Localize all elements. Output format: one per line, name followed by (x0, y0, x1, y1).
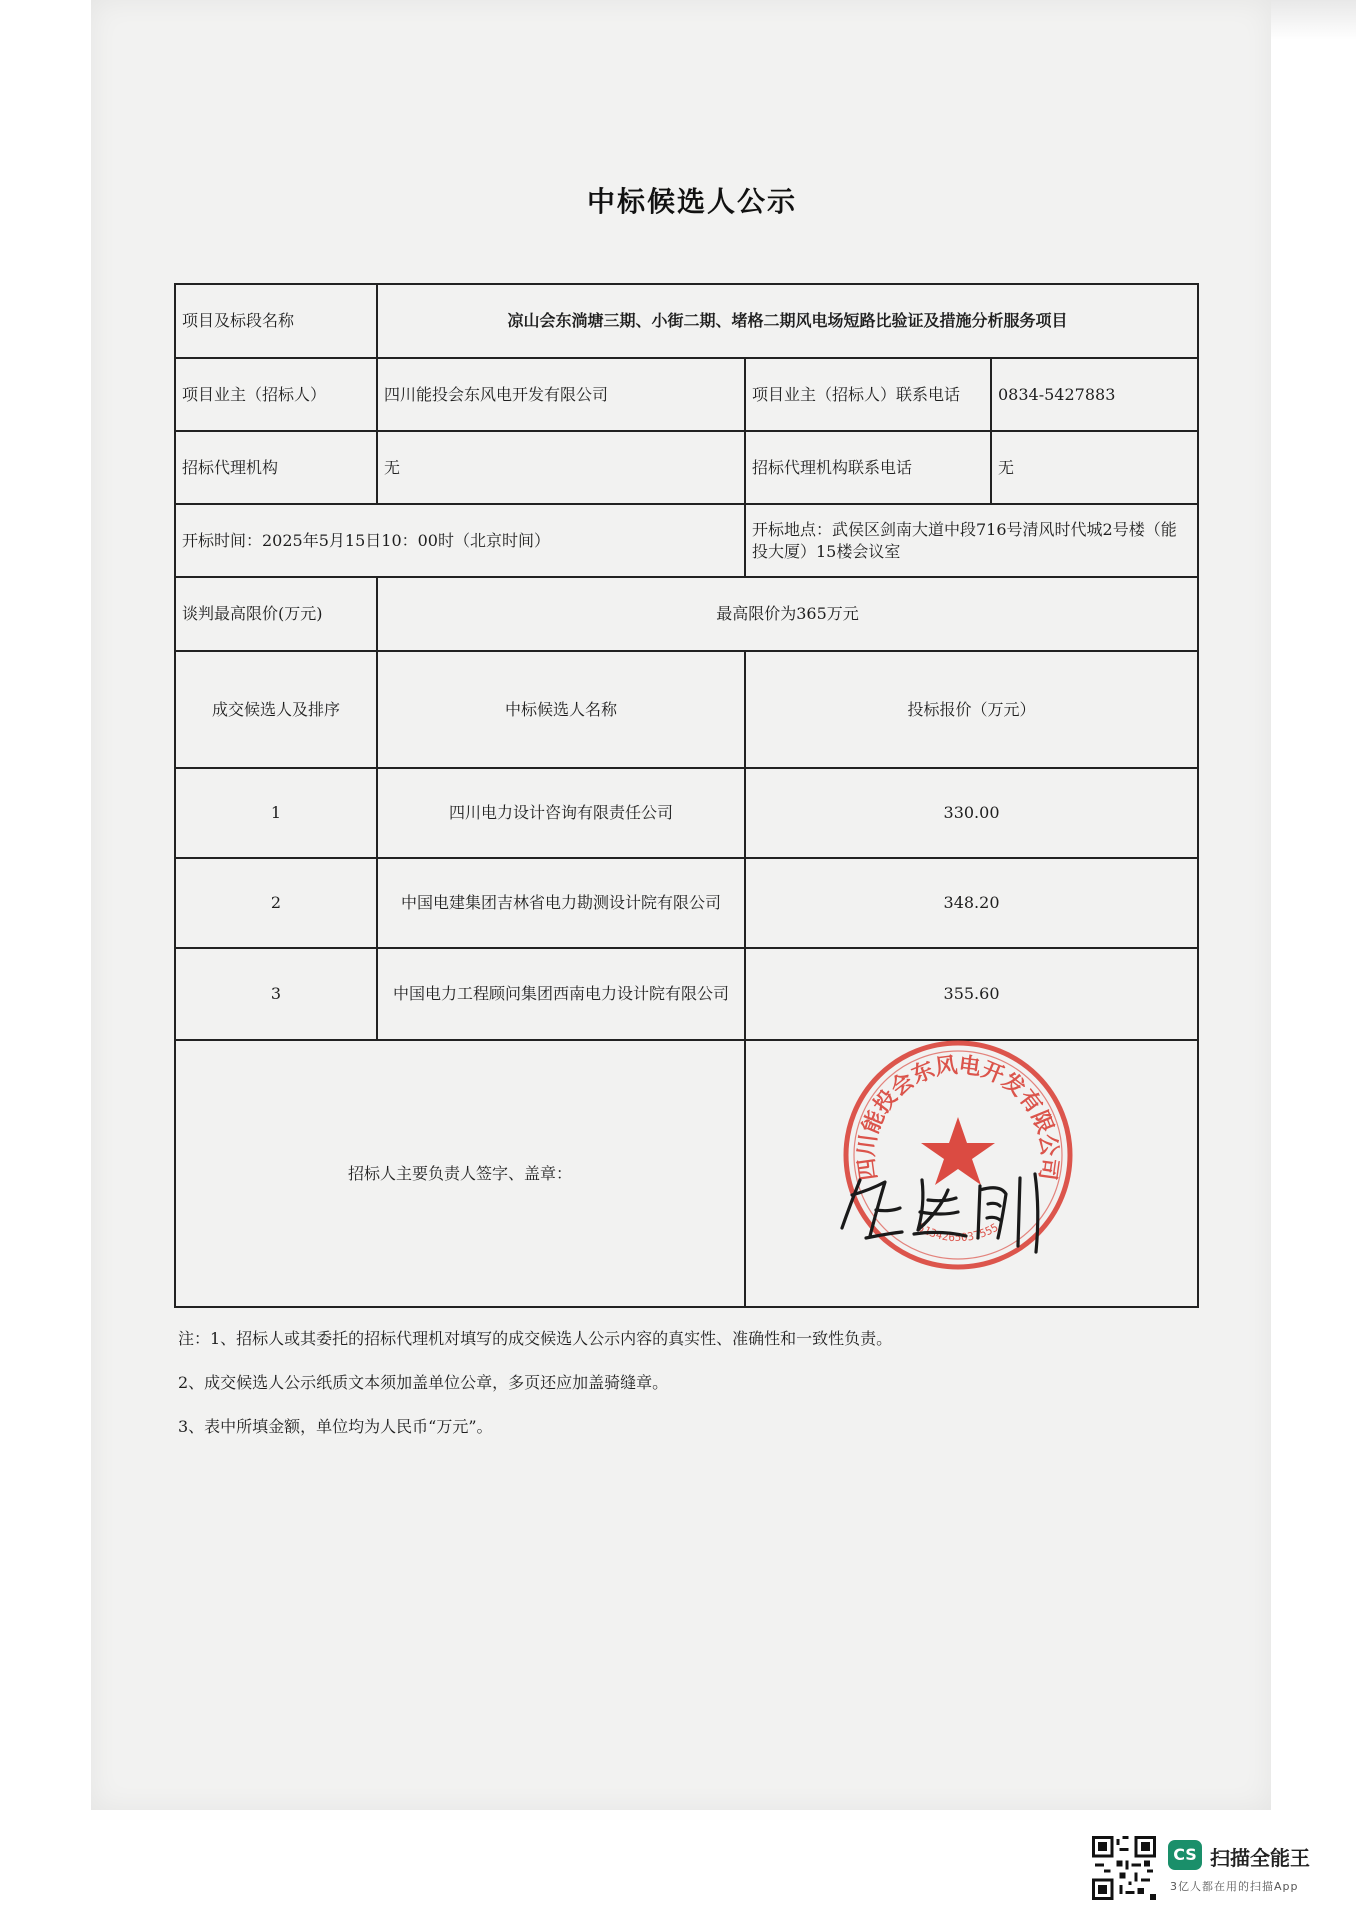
page-title: 中标候选人公示 (586, 185, 797, 218)
max-price-label: 谈判最高限价(万元) (175, 577, 377, 651)
owner-label: 项目业主（招标人） (175, 358, 377, 431)
paper-edge (1271, 0, 1356, 40)
candidate-rank: 3 (175, 948, 377, 1040)
seal-number: 5134265037555 (915, 1220, 1001, 1245)
camscanner-logo-icon: CS (1168, 1840, 1202, 1870)
seal-text: 四川能投会东风电开发有限公司 (854, 1053, 1062, 1182)
candidate-rank: 1 (175, 768, 377, 858)
owner-name: 四川能投会东风电开发有限公司 (377, 358, 745, 431)
max-price: 最高限价为365万元 (377, 577, 1198, 651)
col-header-name: 中标候选人名称 (377, 651, 745, 768)
brand-tagline: 3亿人都在用的扫描App (1170, 1880, 1299, 1893)
candidate-price: 330.00 (745, 768, 1198, 858)
table-row (175, 768, 1198, 858)
handwritten-signature (830, 1150, 1090, 1260)
col-header-rank: 成交候选人及排序 (175, 651, 377, 768)
scanner-brand (1168, 1838, 1338, 1898)
project-label: 项目及标段名称 (175, 284, 377, 358)
owner-phone-label: 项目业主（招标人）联系电话 (745, 358, 991, 431)
candidate-price: 355.60 (745, 948, 1198, 1040)
notes-section (178, 1328, 1238, 1460)
agency-phone: 无 (991, 431, 1198, 504)
col-header-price: 投标报价（万元） (745, 651, 1198, 768)
note-item: 注：1、招标人或其委托的招标代理机对填写的成交候选人公示内容的真实性、准确性和一致性负责。 (178, 1329, 893, 1348)
qr-code-icon (1092, 1836, 1156, 1900)
open-place: 开标地点：武侯区剑南大道中段716号清风时代城2号楼（能投大厦）15楼会议室 (745, 504, 1198, 577)
table-row (175, 948, 1198, 1040)
agency-label: 招标代理机构 (175, 431, 377, 504)
note-item: 2、成交候选人公示纸质文本须加盖单位公章，多页还应加盖骑缝章。 (178, 1373, 669, 1392)
table-row (175, 858, 1198, 948)
candidate-name: 中国电建集团吉林省电力勘测设计院有限公司 (377, 858, 745, 948)
note-item: 3、表中所填金额，单位均为人民币“万元”。 (178, 1417, 493, 1436)
candidate-price: 348.20 (745, 858, 1198, 948)
candidate-rank: 2 (175, 858, 377, 948)
owner-phone: 0834-5427883 (991, 358, 1198, 431)
candidate-name: 四川电力设计咨询有限责任公司 (377, 768, 745, 858)
agency-phone-label: 招标代理机构联系电话 (745, 431, 991, 504)
signature-label: 招标人主要负责人签字、盖章： (175, 1040, 745, 1307)
project-name: 凉山会东淌塘三期、小街二期、堵格二期风电场短路比验证及措施分析服务项目 (377, 284, 1198, 358)
open-time: 开标时间：2025年5月15日10：00时（北京时间） (175, 504, 745, 577)
candidate-name: 中国电力工程顾问集团西南电力设计院有限公司 (377, 948, 745, 1040)
agency-name: 无 (377, 431, 745, 504)
brand-name: 扫描全能王 (1210, 1846, 1310, 1870)
